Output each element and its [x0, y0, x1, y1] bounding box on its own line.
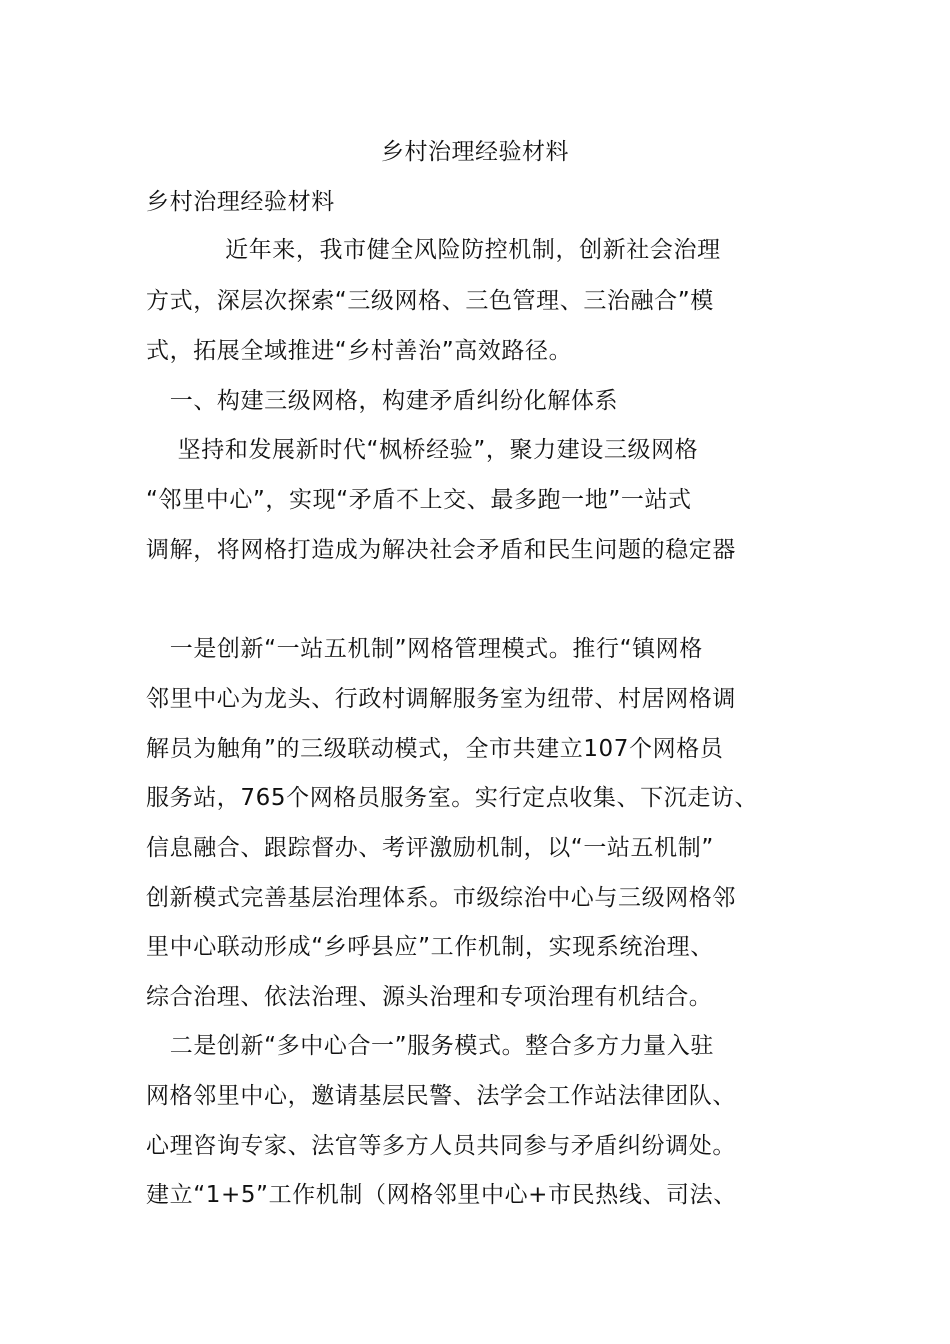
body-line: 综合治理、依法治理、源头治理和专项治理有机结合。	[146, 984, 713, 1010]
body-line: 建立“1+5”工作机制（网格邻里中心+市民热线、司法、	[146, 1182, 737, 1208]
body-line: 二是创新“多中心合一”服务模式。整合多方力量入驻	[146, 1033, 714, 1059]
body-line: 里中心联动形成“乡呼县应”工作机制，实现系统治理、	[146, 934, 714, 960]
body-line: 网格邻里中心，邀请基层民警、法学会工作站法律团队、	[146, 1083, 736, 1109]
body-line: 一是创新“一站五机制”网格管理模式。推行“镇网格	[146, 636, 703, 662]
section-heading: 一、构建三级网格，构建矛盾纠纷化解体系	[146, 388, 619, 414]
body-line: 方式，深层次探索“三级网格、三色管理、三治融合”模	[146, 288, 714, 314]
body-line: 心理咨询专家、法官等多方人员共同参与矛盾纠纷调处。	[146, 1133, 736, 1159]
body-line: “邻里中心”，实现“矛盾不上交、最多跑一地”一站式	[146, 487, 692, 513]
body-line: 创新模式完善基层治理体系。市级综治中心与三级网格邻	[146, 885, 736, 911]
document-title: 乡村治理经验材料	[381, 139, 569, 165]
body-line: 服务站，765个网格员服务室。实行定点收集、下沉走访、	[146, 785, 759, 811]
body-line: 信息融合、跟踪督办、考评激励机制，以“一站五机制”	[146, 835, 714, 861]
subtitle-line: 乡村治理经验材料	[146, 189, 335, 215]
body-line: 近年来，我市健全风险防控机制，创新社会治理	[146, 237, 721, 263]
body-line: 邻里中心为龙头、行政村调解服务室为纽带、村居网格调	[146, 686, 736, 712]
body-line: 调解，将网格打造成为解决社会矛盾和民生问题的稳定器	[146, 537, 736, 563]
body-line: 坚持和发展新时代“枫桥经验”，聚力建设三级网格	[146, 437, 699, 463]
body-line: 式，拓展全域推进“乡村善治”高效路径。	[146, 338, 573, 364]
body-line: 解员为触角”的三级联动模式，全市共建立107个网格员	[146, 736, 724, 762]
